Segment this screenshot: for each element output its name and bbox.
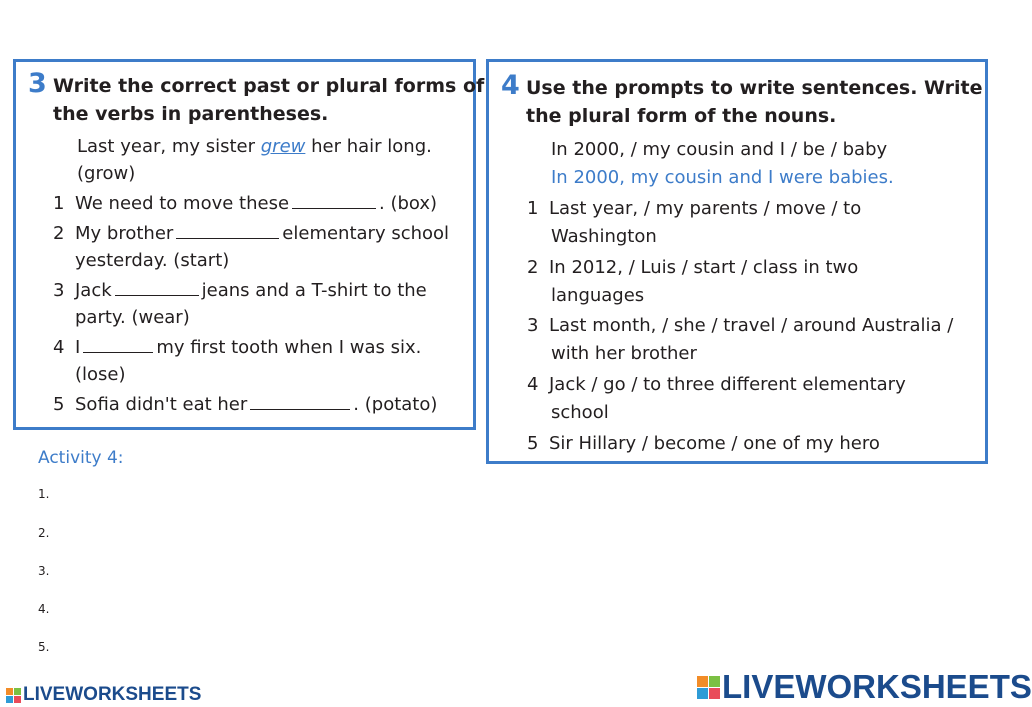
item-number: 4 [527, 374, 539, 395]
logo-text: LIVEWORKSHEETS [722, 668, 1032, 705]
item-number: 5 [53, 394, 65, 415]
answer-blank[interactable] [83, 334, 153, 353]
item-number: 2 [527, 257, 539, 278]
item-text: We need to move these [75, 193, 290, 214]
item-text-after: jeans and a T-shirt to the [201, 280, 427, 301]
example-answer: grew [260, 136, 306, 157]
activity-slot-3[interactable]: 3. [38, 564, 50, 578]
exercise-4-example-answer: In 2000, my cousin and I were babies. [551, 167, 894, 188]
answer-blank[interactable] [292, 190, 376, 209]
logo-mark-icon [697, 676, 720, 699]
item-number: 1 [53, 193, 65, 214]
exercise-3-item-4 [53, 334, 421, 362]
exercise-4-item-4 [527, 371, 906, 399]
item-text: Jack [75, 280, 112, 301]
item-number: 3 [527, 315, 539, 336]
item-text: My brother [75, 223, 174, 244]
exercise-3-item-2 [53, 220, 449, 248]
item-number: 5 [527, 433, 539, 454]
liveworksheets-logo-large [697, 668, 1032, 706]
item-prompt: Sir Hillary / become / one of my hero [549, 433, 880, 454]
exercise-4-item-5 [527, 430, 880, 458]
exercise-3-item-4-cont: (lose) [75, 364, 126, 385]
item-text: Sofia didn't eat her [75, 394, 248, 415]
item-prompt: In 2012, / Luis / start / class in two [549, 257, 859, 278]
item-prompt: Jack / go / to three different elementary [549, 374, 906, 395]
item-prompt: Last month, / she / travel / around Australia / [549, 315, 954, 336]
answer-blank[interactable] [176, 220, 279, 239]
exercise-4-number: 4 [501, 70, 520, 101]
exercise-4-instruction-line-1: Use the prompts to write sentences. Write [526, 77, 983, 99]
exercise-3-number: 3 [28, 68, 47, 99]
exercise-4-example-prompt: In 2000, / my cousin and I / be / baby [551, 139, 888, 160]
exercise-3-instruction-line-2: the verbs in parentheses. [53, 103, 329, 125]
activity-slot-1[interactable]: 1. [38, 487, 50, 501]
item-cue: . (box) [379, 193, 438, 214]
exercise-4-item-2 [527, 254, 858, 282]
exercise-3-item-3-cont: party. (wear) [75, 307, 190, 328]
item-cue: . (potato) [353, 394, 438, 415]
example-text-after: her hair long. [311, 136, 432, 157]
item-number: 3 [53, 280, 65, 301]
item-number: 2 [53, 223, 65, 244]
item-text-after: elementary school [282, 223, 450, 244]
exercise-3-item-1 [53, 190, 437, 218]
item-text: I [75, 337, 81, 358]
activity-slot-5[interactable]: 5. [38, 640, 50, 654]
exercise-4-instruction-line-2: the plural form of the nouns. [526, 105, 837, 127]
exercise-3-item-2-cont: yesterday. (start) [75, 250, 230, 271]
exercise-3-item-3 [53, 277, 427, 305]
activity-title: Activity 4: [38, 448, 124, 468]
activity-slot-4[interactable]: 4. [38, 602, 50, 616]
logo-mark-icon [6, 688, 21, 703]
exercise-4-item-1-cont: Washington [551, 226, 657, 247]
exercise-4-item-4-cont: school [551, 402, 609, 423]
example-text-before: Last year, my sister [77, 136, 256, 157]
exercise-4-item-2-cont: languages [551, 285, 645, 306]
liveworksheets-logo-small [6, 684, 201, 706]
exercise-3-example [77, 133, 432, 161]
item-number: 4 [53, 337, 65, 358]
exercise-3-example-cue: (grow) [77, 163, 136, 184]
answer-blank[interactable] [250, 391, 350, 410]
item-number: 1 [527, 198, 539, 219]
activity-slot-2[interactable]: 2. [38, 526, 50, 540]
item-text-after: my first tooth when I was six. [156, 337, 422, 358]
exercise-4-item-3 [527, 312, 953, 340]
exercise-3-item-5 [53, 391, 437, 419]
logo-text: LIVEWORKSHEETS [23, 684, 202, 705]
item-prompt: Last year, / my parents / move / to [549, 198, 862, 219]
exercise-3-instruction-line-1: Write the correct past or plural forms of [53, 75, 485, 97]
answer-blank[interactable] [115, 277, 199, 296]
exercise-4-item-1 [527, 195, 861, 223]
exercise-4-item-3-cont: with her brother [551, 343, 697, 364]
